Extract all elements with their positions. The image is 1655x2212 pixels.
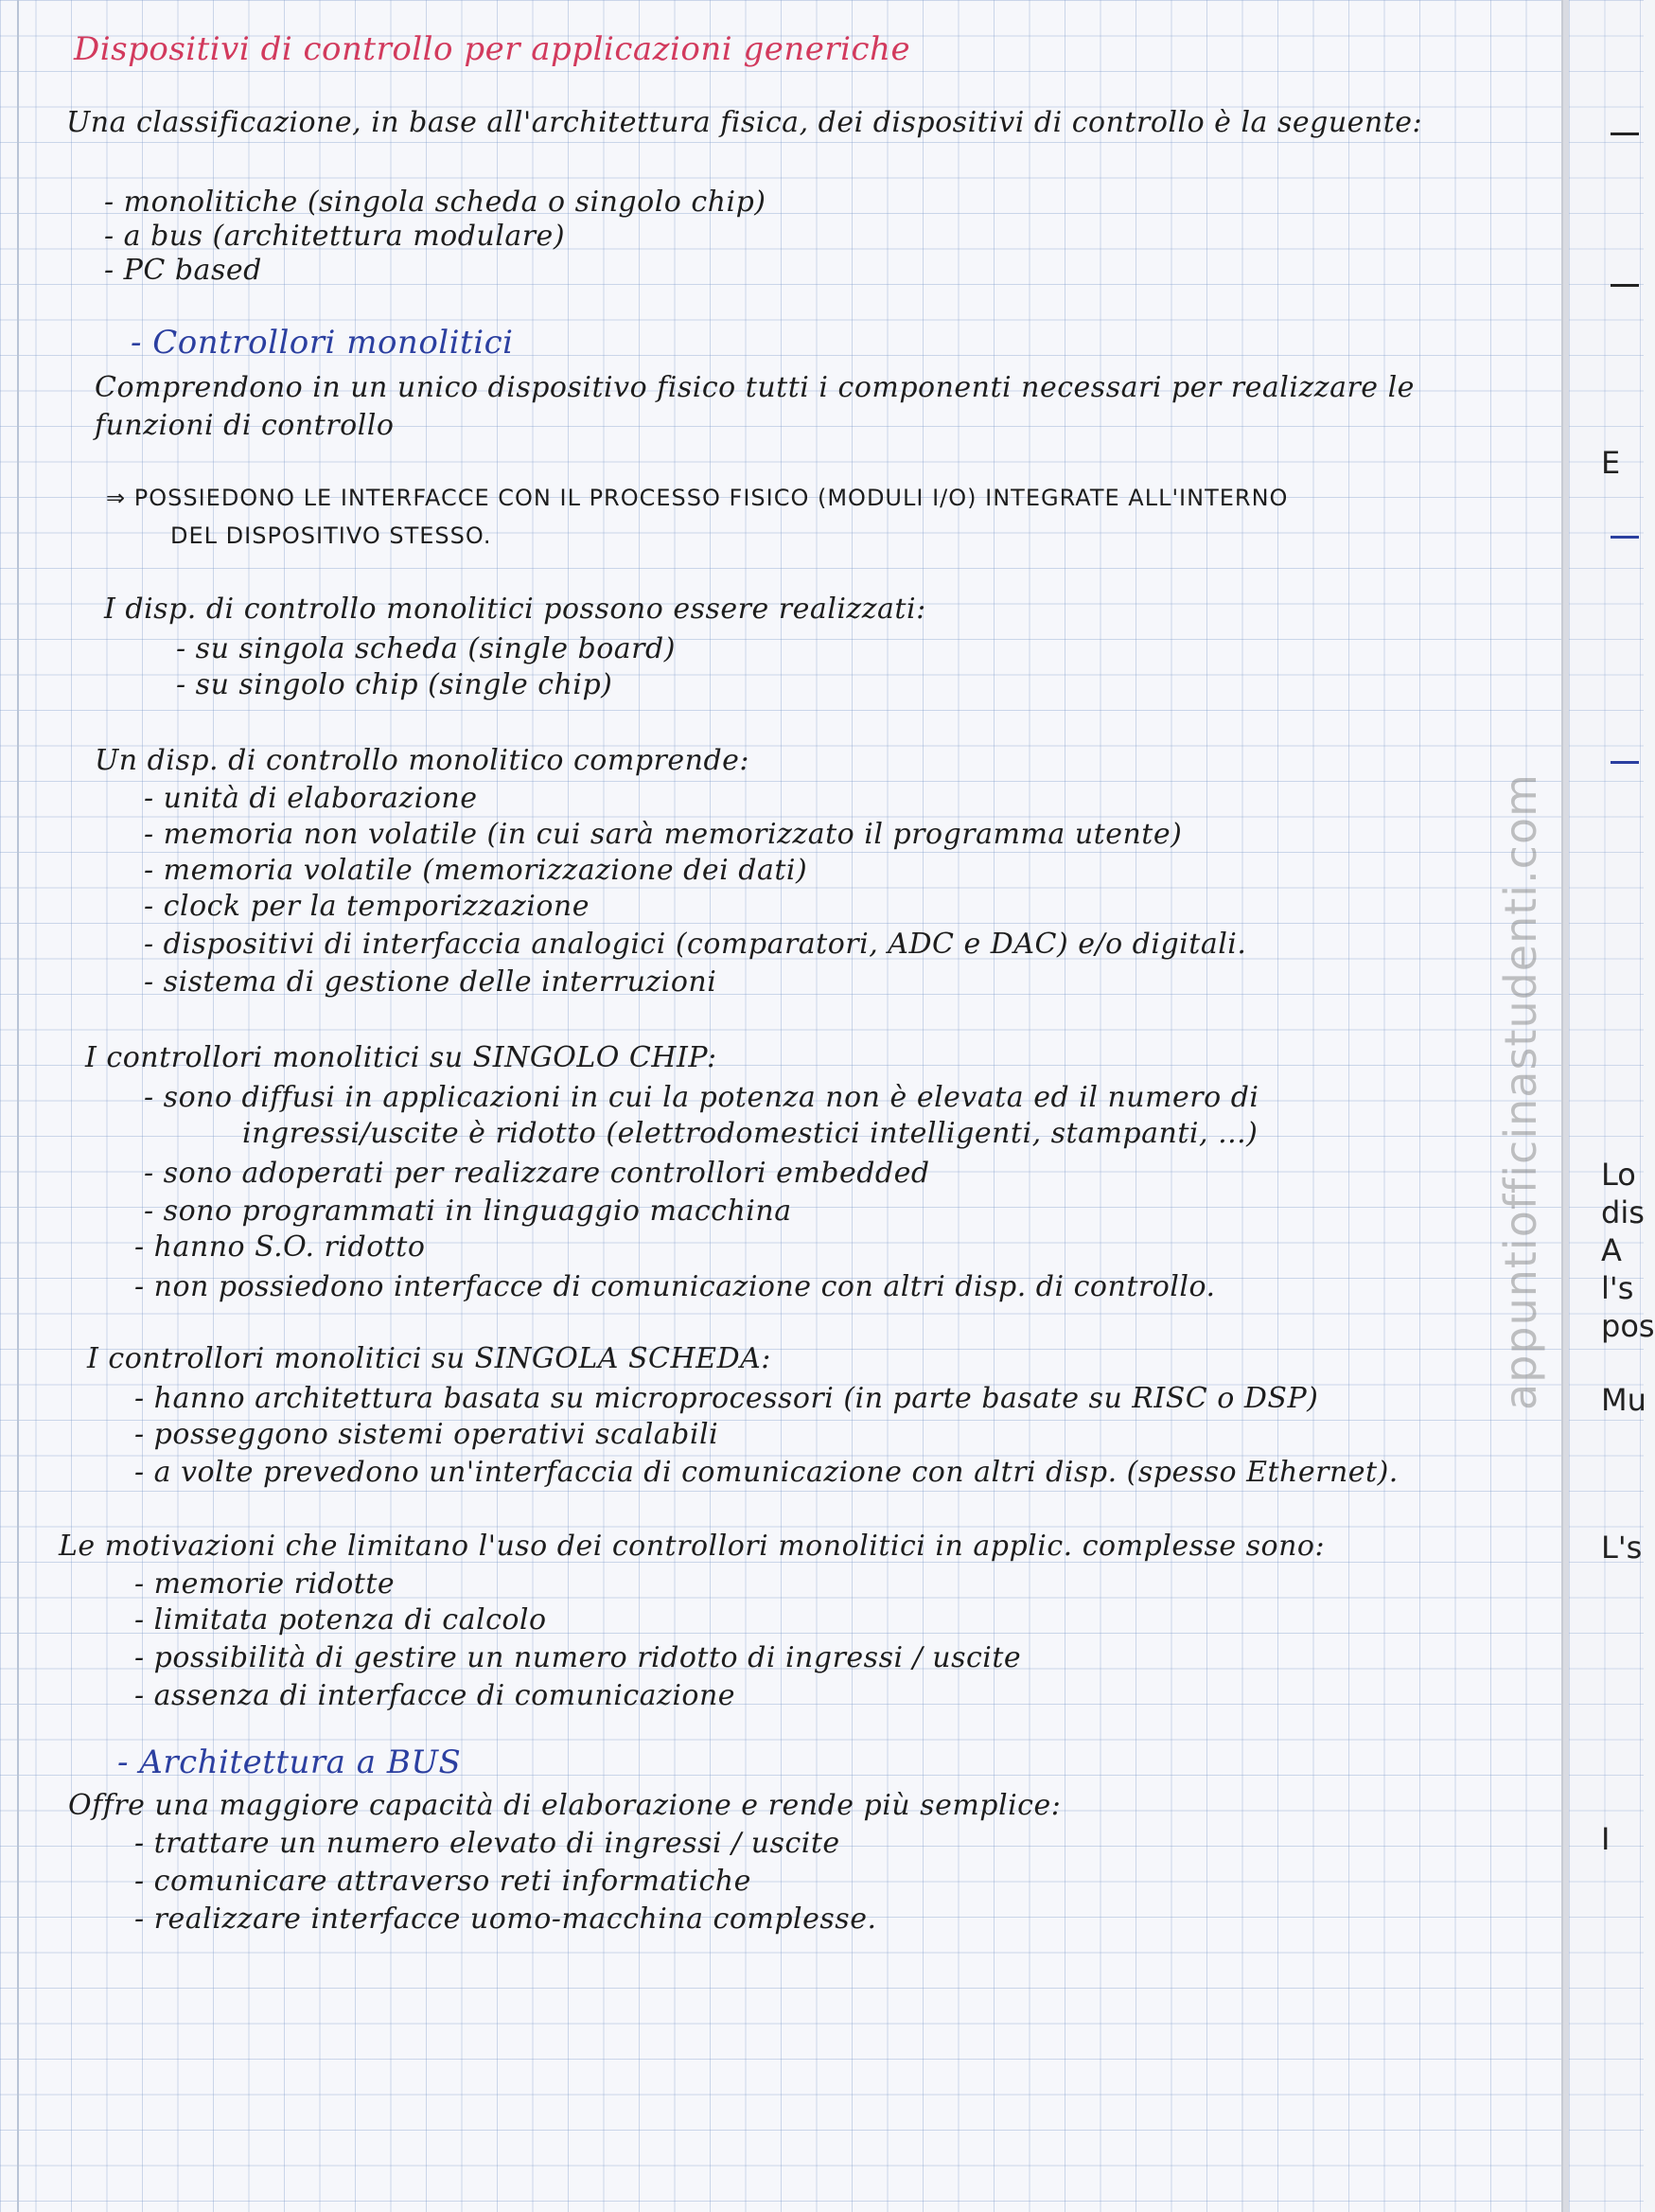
list-item: - trattare un numero elevato di ingressi / uscite	[134, 1827, 840, 1860]
list-item: - hanno architettura basata su microprocessori (in parte basate su RISC o DSP)	[134, 1382, 1319, 1415]
fragment-text: L's	[1601, 1530, 1643, 1566]
section-heading-bus: - Architettura a BUS	[117, 1743, 462, 1781]
fragment-text: Lo	[1601, 1157, 1636, 1193]
scheda-intro: I controllori monolitici su SINGOLA SCHEDA:	[87, 1342, 771, 1375]
section-heading-monolitici: - Controllori monolitici	[131, 324, 514, 362]
dash-mark	[1611, 284, 1639, 287]
fragment-text: dis	[1601, 1194, 1645, 1230]
chip-intro: I controllori monolitici su SINGOLO CHIP:	[85, 1041, 717, 1074]
intro-text: Una classificazione, in base all'architettura fisica, dei dispositivi di controllo è la seguente:	[66, 106, 1423, 139]
monolitici-desc: funzioni di controllo	[95, 409, 395, 442]
list-item: - assenza di interfacce di comunicazione	[134, 1679, 736, 1712]
list-item: - limitata potenza di calcolo	[134, 1603, 547, 1637]
list-item: - sistema di gestione delle interruzioni	[144, 965, 717, 999]
margin-line	[17, 0, 19, 2212]
list-item-continued: ingressi/uscite è ridotto (elettrodomestici intelligenti, stampanti, ...)	[242, 1117, 1259, 1150]
dash-mark	[1611, 536, 1639, 539]
monolitici-desc: Comprendono in un unico dispositivo fisico tutti i componenti necessari per realizzare le	[95, 371, 1415, 404]
classification-item: - PC based	[104, 254, 262, 287]
list-item: - hanno S.O. ridotto	[134, 1230, 426, 1264]
list-item: - memoria volatile (memorizzazione dei dati)	[144, 854, 808, 887]
arrow-note: DEL DISPOSITIVO STESSO.	[170, 522, 492, 549]
list-item: - unità di elaborazione	[144, 782, 478, 815]
adjacent-page-edge	[1563, 0, 1655, 2212]
bus-intro: Offre una maggiore capacità di elaborazione e rende più semplice:	[68, 1789, 1062, 1822]
list-item: - comunicare attraverso reti informatiche	[134, 1865, 751, 1898]
list-item: - dispositivi di interfaccia analogici (comparatori, ADC e DAC) e/o digitali.	[144, 928, 1247, 961]
list-item: - realizzare interfacce uomo-macchina complesse.	[134, 1902, 877, 1936]
fragment-text: Mu	[1601, 1382, 1646, 1418]
list-item: - memorie ridotte	[134, 1567, 396, 1601]
classification-item: - monolitiche (singola scheda o singolo chip)	[104, 186, 766, 219]
list-item: - sono programmati in linguaggio macchina	[144, 1194, 792, 1228]
classification-item: - a bus (architettura modulare)	[104, 220, 566, 253]
list-item: - a volte prevedono un'interfaccia di comunicazione con altri disp. (spesso Ethernet).	[134, 1456, 1399, 1489]
motivations-intro: Le motivazioni che limitano l'uso dei controllori monolitici in applic. complesse sono:	[59, 1530, 1326, 1563]
comprende-intro: Un disp. di controllo monolitico comprende:	[95, 744, 750, 777]
realize-intro: I disp. di controllo monolitici possono essere realizzati:	[104, 593, 926, 626]
list-item: - possibilità di gestire un numero ridotto di ingressi / uscite	[134, 1641, 1022, 1674]
list-item: - non possiedono interfacce di comunicazione con altri disp. di controllo.	[134, 1270, 1216, 1303]
dash-mark	[1611, 133, 1639, 135]
dash-mark	[1611, 761, 1639, 764]
list-item: - su singolo chip (single chip)	[176, 668, 613, 701]
list-item: - sono diffusi in applicazioni in cui la potenza non è elevata ed il numero di	[144, 1081, 1259, 1114]
list-item: - sono adoperati per realizzare controllori embedded	[144, 1157, 930, 1190]
page-title: Dispositivi di controllo per applicazioni generiche	[74, 30, 911, 68]
fragment-text: A	[1601, 1232, 1622, 1268]
fragment-text: E	[1601, 445, 1621, 481]
list-item: - posseggono sistemi operativi scalabili	[134, 1418, 719, 1451]
list-item: - su singola scheda (single board)	[176, 632, 676, 665]
fragment-text: I	[1601, 1821, 1611, 1857]
fragment-text: l's	[1601, 1270, 1634, 1306]
list-item: - clock per la temporizzazione	[144, 890, 590, 923]
list-item: - memoria non volatile (in cui sarà memorizzato il programma utente)	[144, 818, 1183, 851]
arrow-note: ⇒ POSSIEDONO LE INTERFACCE CON IL PROCESSO FISICO (MODULI I/O) INTEGRATE ALL'INTERNO	[106, 485, 1289, 511]
watermark: appuntiofficinastudenti.com	[1495, 773, 1546, 1410]
fragment-text: pos	[1601, 1308, 1655, 1344]
